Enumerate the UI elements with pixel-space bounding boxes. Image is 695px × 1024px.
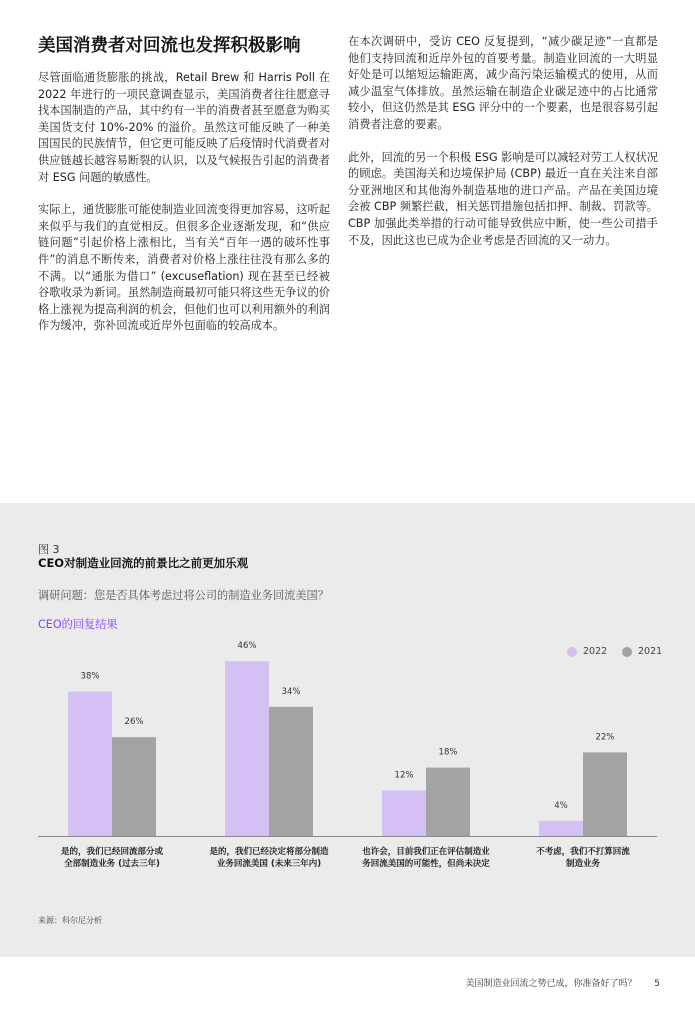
category-label-4-line-2: 制造业务 <box>565 859 601 869</box>
article-heading: 美国消费者对回流也发挥积极影响 <box>38 36 301 56</box>
bar-label-2022-3: 12% <box>394 770 414 781</box>
category-label-2-line-1: 是的，我们已经决定将部分制造 <box>209 847 329 857</box>
bar-label-2022-1: 38% <box>80 671 100 682</box>
paragraph-labor: 此外，回流的另一个积极 ESG 影响是可以减轻对劳工人权状况的顾虑。美国海关和边境保护局 (CBP) 最近一直在关注来自部分亚洲地区和其他海外制造基地的进口产品。产品在美国边境会被 CBP 频繁拦截，相关惩罚措施包括扣押、制裁、罚款等。CBP 加强此类举措的行动可能导致供应中断，使一些公司措手不及，因此这也已成为企业考虑是否回流的又一动力。 <box>348 150 658 247</box>
bar-label-2021-3: 18% <box>438 747 458 758</box>
bar-label-2021-1: 26% <box>124 717 144 728</box>
legend-2022-label: 2022 <box>583 646 608 657</box>
bar-label-2022-2: 46% <box>237 641 257 652</box>
bar-2021-2 <box>269 707 313 836</box>
left-column <box>38 34 330 351</box>
figure-source: 来源：科尔尼分析 <box>38 916 102 925</box>
bar-2022-2 <box>225 661 269 836</box>
footer-title: 美国制造业回流之势已成，你准备好了吗？ <box>465 979 637 989</box>
bar-chart <box>0 503 695 957</box>
bar-2022-3 <box>382 790 426 836</box>
category-label-3-line-1: 也许会，目前我们正在评估制造业 <box>362 847 490 857</box>
category-label-1-line-2: 全部制造业务 (过去三年) <box>64 859 160 869</box>
bar-2021-4 <box>583 752 627 836</box>
category-label-2-line-2: 业务回流美国 (未来三年内) <box>216 859 322 869</box>
paragraph-carbon: 在本次调研中，受访 CEO 反复提到，“减少碳足迹”一直都是他们支持回流和近岸外包的首要考量。制造业回流的一大明显好处是可以缩短运输距离，减少高污染运输模式的使用，从而减少温室气体排放。虽然运输在制造企业碳足迹中的占比通常较小，但这仍然是其 ESG 评分中的一个要素，也是很容易引起消费者注意的要素。 <box>348 35 658 131</box>
category-label-3-line-2: 务回流美国的可能性，但尚未决定 <box>362 859 490 869</box>
figure-panel <box>0 503 695 957</box>
bar-2021-3 <box>426 768 470 836</box>
bar-label-2021-2: 34% <box>281 686 301 697</box>
figure-label: 图 3 <box>38 543 60 556</box>
page-footer <box>400 976 660 989</box>
bar-2022-1 <box>68 692 112 836</box>
category-label-1-line-1: 是的，我们已经回流部分或 <box>60 847 164 857</box>
paragraph-consumers: 尽管面临通货膨胀的挑战，Retail Brew 和 Harris Poll 在 2022 年进行的一项民意调查显示，美国消费者往往愿意寻找本国制造的产品，其中约有一半的消费者甚至愿意为购买美国货支付 10%-20% 的溢价。虽然这可能反映了一种美国国民的民族情节，但它更可能反映了后疫情时代消费者对供应链越长越容易断裂的认识，以及气候报告引起的消费者对 ESG 问题的敏感性。 <box>38 71 330 184</box>
legend-2021-label: 2021 <box>638 646 663 657</box>
figure-subtitle: CEO的回复结果 <box>38 618 118 631</box>
figure-title: CEO对制造业回流的前景比之前更加乐观 <box>38 556 249 570</box>
paragraph-inflation: 实际上，通货膨胀可能使制造业回流变得更加容易，这听起来似乎与我们的直觉相反。但很多企业逐渐发现，和“供应链问题”引起价格上涨相比，当有关“百年一遇的破坏性事件”的消息不断传来，消费者对价格上涨往往没有那么多的不满。以“通胀为借口” (excuseflation) 现在甚至已经被谷歌收录为新词。虽然制造商最初可能只将这些无争议的价格上涨视为提高利润的机会，但他们也可以利用额外的利润作为缓冲，弥补回流或近岸外包面临的较高成本。 <box>38 203 330 333</box>
bar-label-2022-4: 4% <box>554 800 568 811</box>
category-label-4-line-1: 不考虑，我们不打算回流 <box>536 847 630 857</box>
figure-question: 调研问题：您是否具体考虑过将公司的制造业务回流美国？ <box>38 589 329 602</box>
right-column <box>348 34 658 265</box>
page-number: 5 <box>654 979 660 989</box>
bar-2021-1 <box>112 737 156 836</box>
bar-2022-4 <box>539 821 583 836</box>
bar-label-2021-4: 22% <box>595 732 615 743</box>
